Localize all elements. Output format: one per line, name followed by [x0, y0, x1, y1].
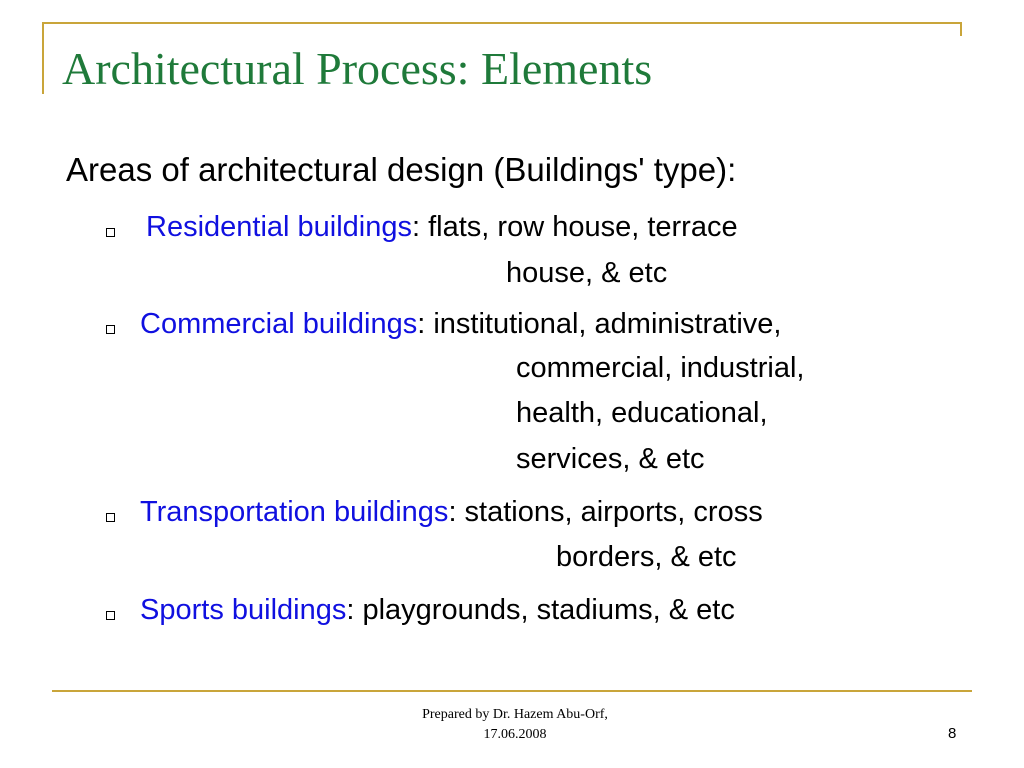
term-residential: Residential buildings — [146, 211, 412, 243]
square-bullet-icon — [106, 611, 115, 620]
cont-residential-1: house, & etc — [506, 257, 668, 289]
footer-date: 17.06.2008 — [483, 727, 547, 742]
footer-credit — [390, 705, 640, 745]
frame-right-tick — [960, 22, 962, 36]
list-item-transportation — [140, 493, 763, 531]
cont-commercial-3: services, & etc — [516, 443, 705, 475]
desc-residential: : flats, row house, terrace — [412, 211, 738, 243]
list-item-residential — [146, 208, 738, 246]
footer-author: Prepared by Dr. Hazem Abu-Orf, — [422, 707, 608, 722]
list-item-sports — [140, 591, 735, 629]
desc-sports: : playgrounds, stadiums, & etc — [346, 594, 735, 626]
desc-transportation: : stations, airports, cross — [448, 496, 763, 528]
term-commercial: Commercial buildings — [140, 308, 418, 340]
term-transportation: Transportation buildings — [140, 496, 449, 528]
square-bullet-icon — [106, 228, 115, 237]
cont-transportation-1: borders, & etc — [556, 541, 737, 573]
square-bullet-icon — [106, 325, 115, 334]
frame-left-rule — [42, 22, 44, 94]
term-sports: Sports buildings — [140, 594, 347, 626]
cont-commercial-2: health, educational, — [516, 397, 768, 429]
square-bullet-icon — [106, 513, 115, 522]
page-number: 8 — [948, 725, 957, 742]
footer-rule — [52, 690, 972, 692]
desc-commercial: : institutional, administrative, — [417, 308, 782, 340]
intro-text: Areas of architectural design (Buildings' type): — [66, 151, 737, 188]
slide-title: Architectural Process: Elements — [62, 43, 653, 94]
cont-commercial-1: commercial, industrial, — [516, 352, 805, 384]
frame-top-rule — [42, 22, 962, 24]
list-item-commercial — [140, 305, 782, 343]
